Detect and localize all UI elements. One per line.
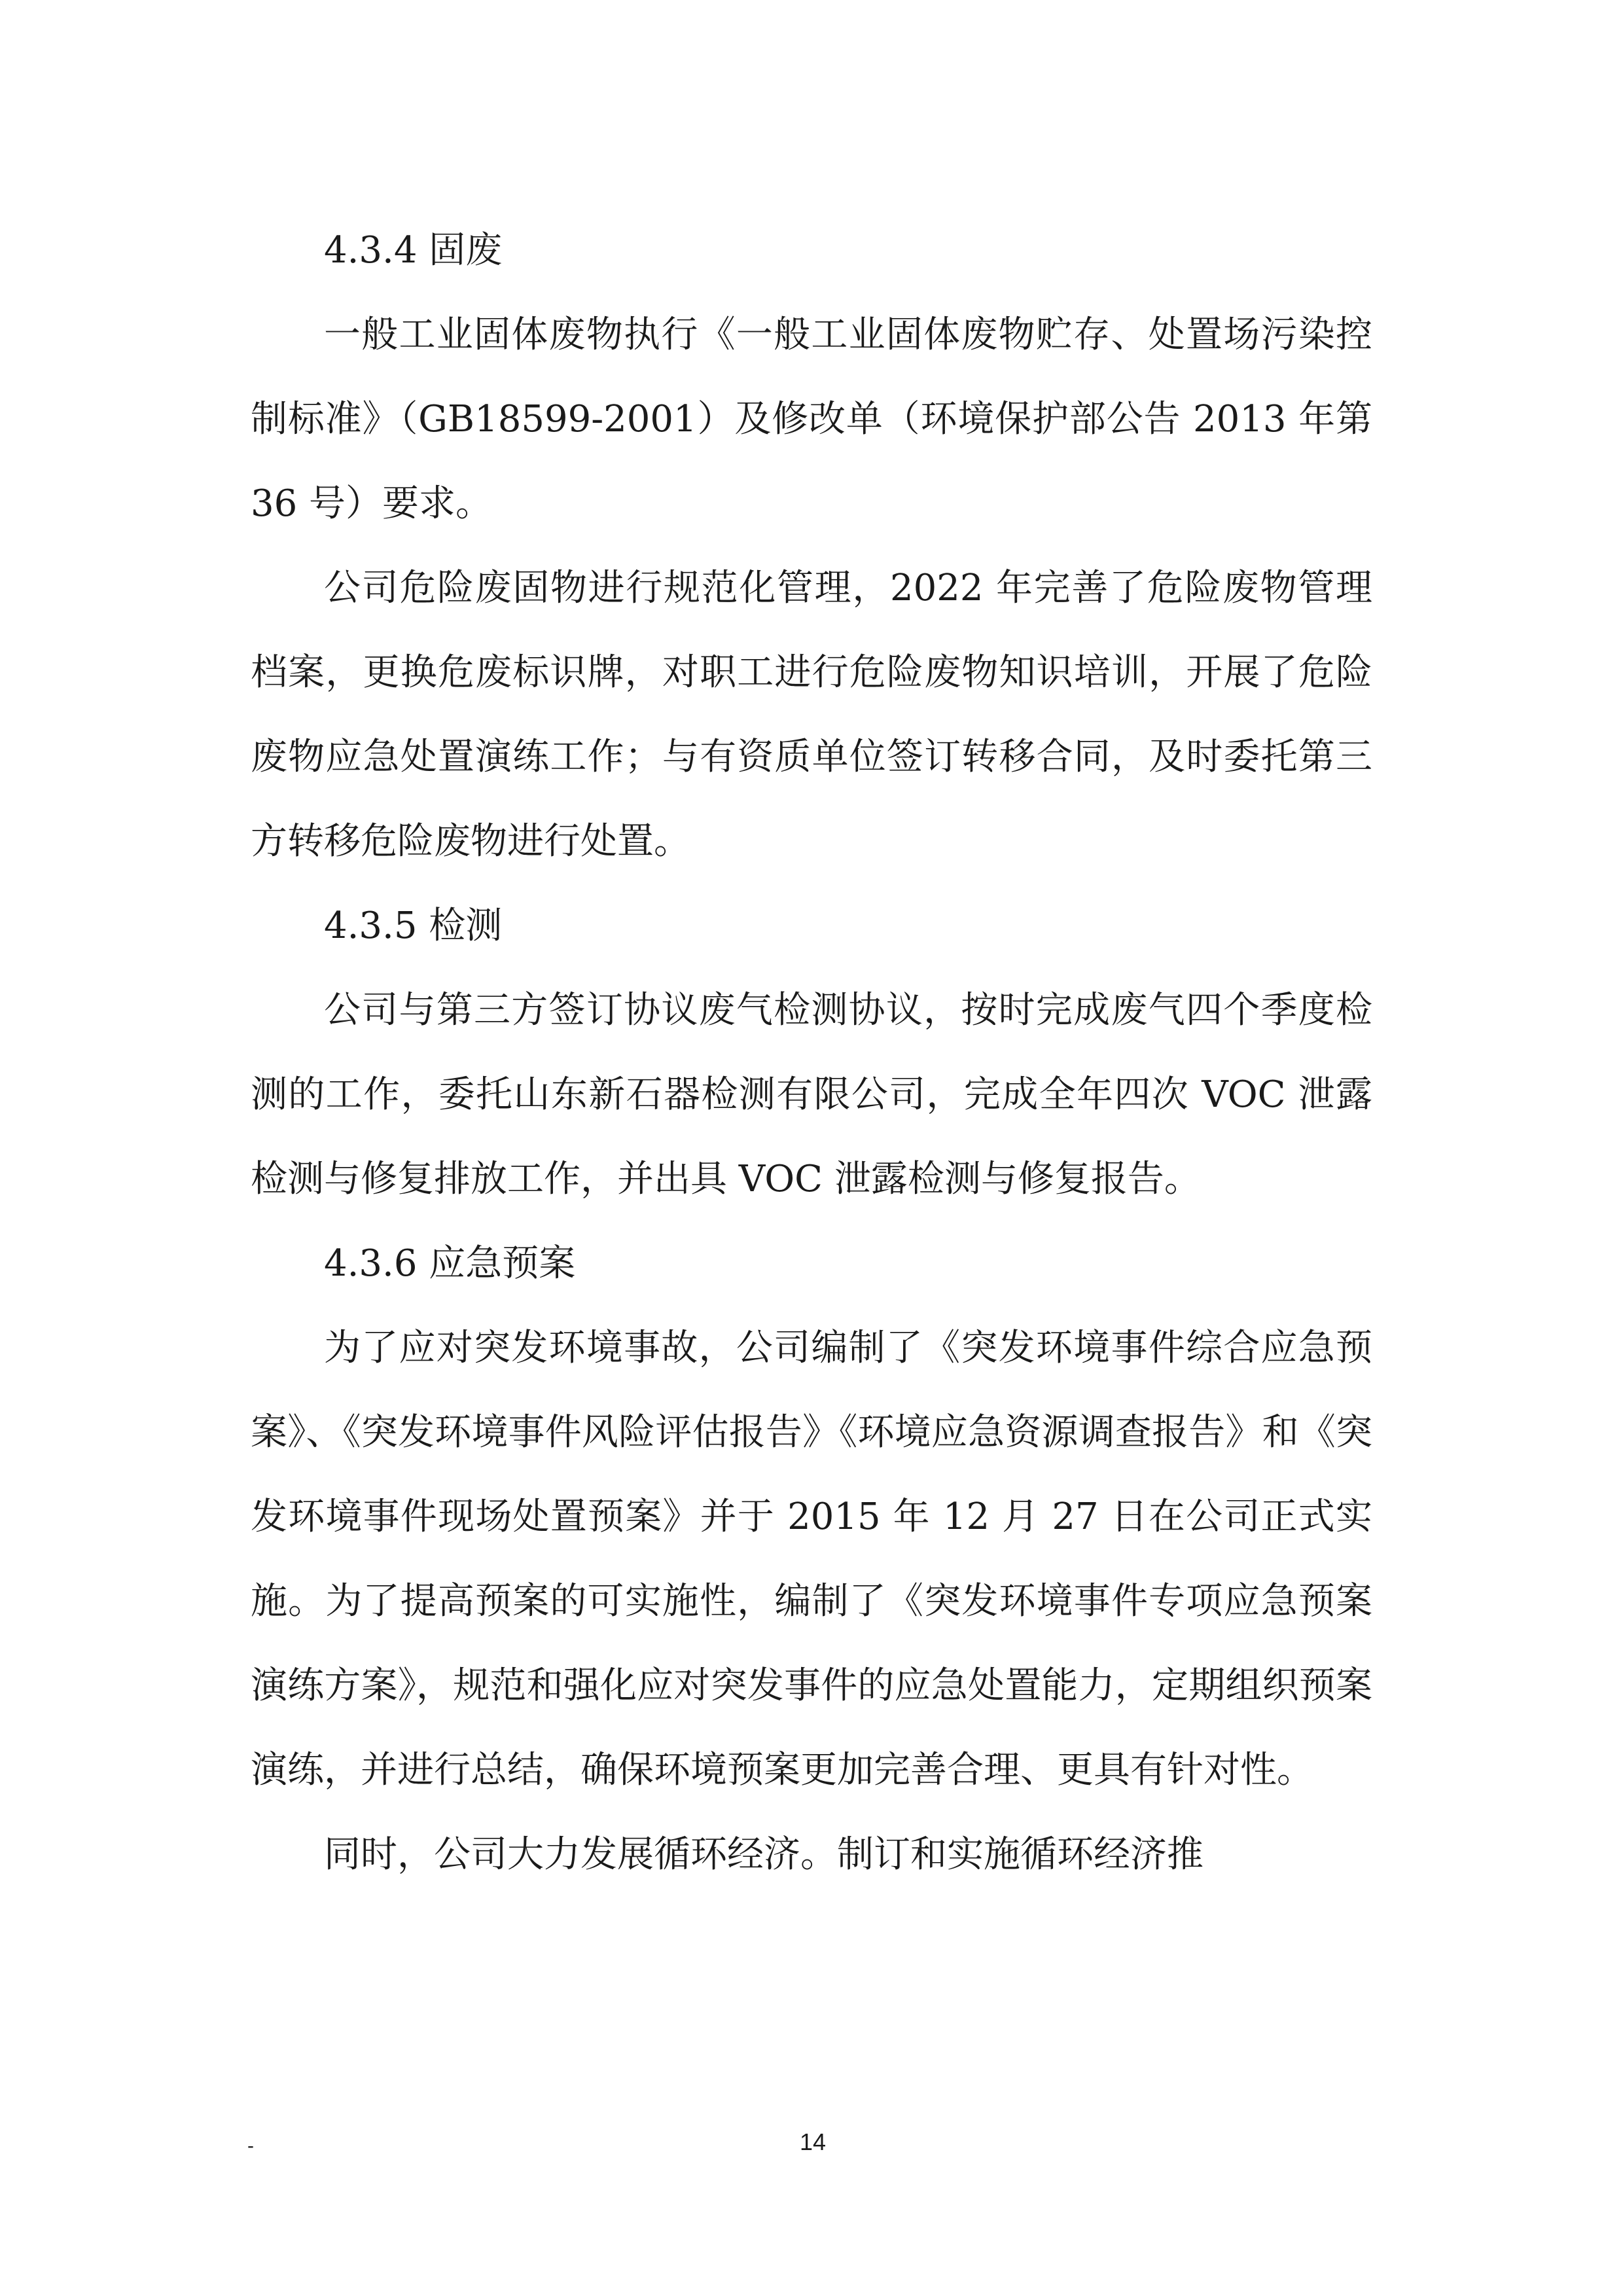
footer-dash: - (247, 2135, 254, 2157)
paragraph-solid-waste-standard: 一般工业固体废物执行《一般工业固体废物贮存、处置场污染控制标准》（GB18599-2001）及修改单（环境保护部公告 2013 年第 36 号）要求。 (251, 314, 1372, 525)
page-number: 14 (799, 2128, 827, 2155)
section-heading-4-3-5: 4.3.5 检测 (324, 905, 503, 947)
document-body (251, 208, 1372, 1897)
section-heading-4-3-4: 4.3.4 固废 (324, 229, 503, 272)
paragraph-hazardous-waste-management: 公司危险废固物进行规范化管理，2022 年完善了危险废物管理档案，更换危废标识牌，对职工进行危险废物知识培训，开展了危险废物应急处置演练工作；与有资质单位签订转移合同，及时委托第三方转移危险废物进行处置。 (251, 567, 1372, 863)
paragraph-circular-economy: 同时，公司大力发展循环经济。制订和实施循环经济推 (324, 1833, 1204, 1876)
section-heading-4-3-6: 4.3.6 应急预案 (324, 1242, 576, 1285)
paragraph-emergency-plan: 为了应对突发环境事故，公司编制了《突发环境事件综合应急预案》、《突发环境事件风险评估报告》《环境应急资源调查报告》和《突发环境事件现场处置预案》并于 2015 年 12 月 27 日在公司正式实施。为了提高预案的可实施性，编制了《突发环境事件专项应急预案演练方案》，规范和强化应对突发事件的应急处置能力，定期组织预案演练，并进行总结，确保环境预案更加完善合理、更具有针对性。 (251, 1327, 1372, 1791)
paragraph-testing: 公司与第三方签订协议废气检测协议，按时完成废气四个季度检测的工作，委托山东新石器检测有限公司，完成全年四次 VOC 泄露检测与修复排放工作，并出具 VOC 泄露检测与修复报告。 (251, 989, 1372, 1200)
